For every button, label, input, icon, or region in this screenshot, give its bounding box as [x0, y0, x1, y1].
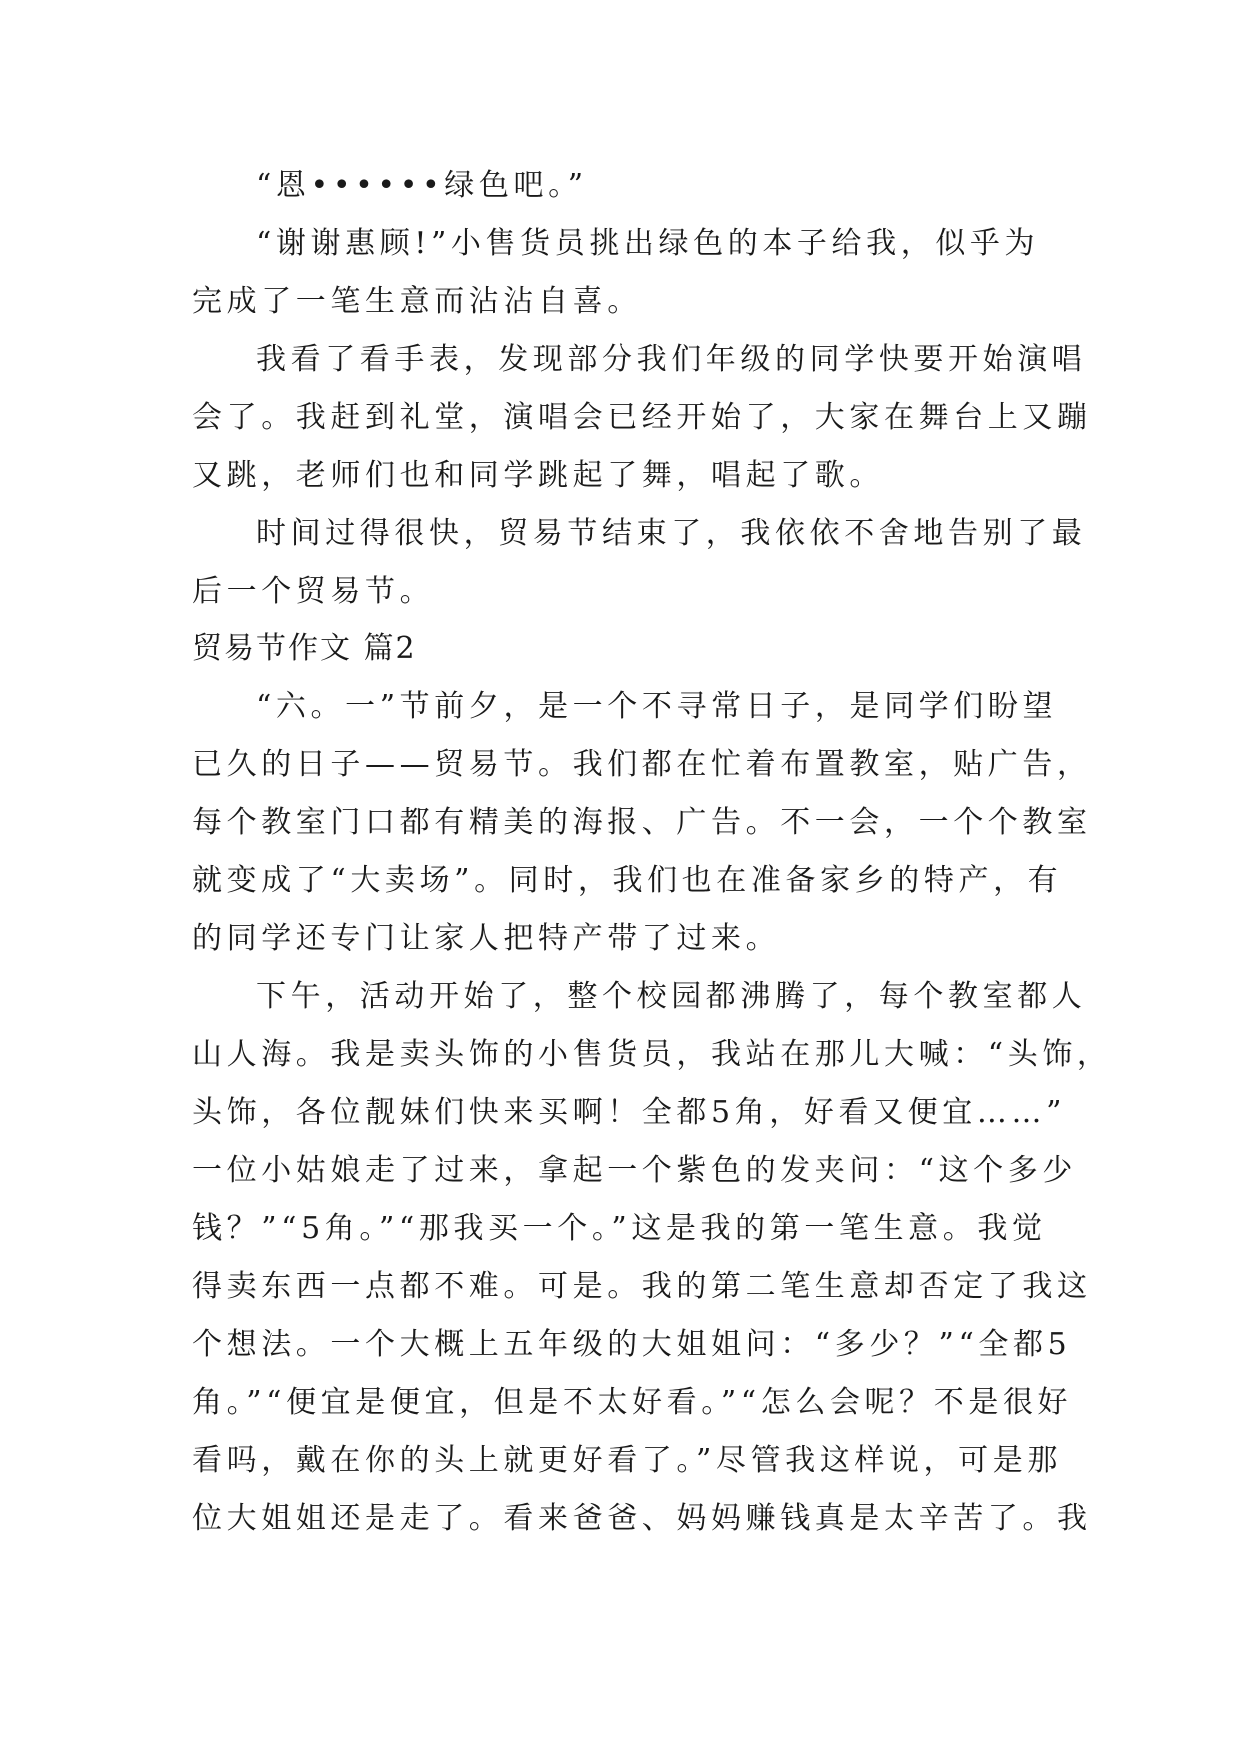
text-line-22: 角。”“便宜是便宜，但是不太好看。”“怎么会呢？不是很好	[192, 1385, 1073, 1420]
text-line-16: 山人海。我是卖头饰的小售货员，我站在那儿大喊：“头饰，	[192, 1037, 1112, 1072]
text-line-18: 一位小姑娘走了过来，拿起一个紫色的发夹问：“这个多少	[192, 1153, 1077, 1188]
text-line-23: 看吗，戴在你的头上就更好看了。”尽管我这样说，可是那	[192, 1443, 1062, 1478]
text-line-4: 我看了看手表，发现部分我们年级的同学快要开始演唱	[256, 342, 1087, 377]
text-line-12: 每个教室门口都有精美的海报、广告。不一会，一个个教室	[192, 805, 1092, 840]
text-line-15: 下午，活动开始了，整个校园都沸腾了，每个教室都人	[256, 979, 1087, 1014]
text-line-2: “谢谢惠顾!”小售货员挑出绿色的本子给我，似乎为	[256, 226, 1040, 261]
text-line-17: 头饰，各位靓妹们快来买啊！全都5角，好看又便宜……”	[192, 1095, 1067, 1130]
text-line-21: 个想法。一个大概上五年级的大姐姐问：“多少？”“全都5	[192, 1327, 1072, 1362]
section-heading: 贸易节作文 篇2	[192, 631, 417, 666]
text-line-14: 的同学还专门让家人把特产带了过来。	[192, 921, 781, 956]
text-line-7: 时间过得很快，贸易节结束了，我依依不舍地告别了最	[256, 516, 1087, 551]
text-line-1: “恩••••••绿色吧。”	[256, 168, 588, 203]
text-line-19: 钱？”“5角。”“那我买一个。”这是我的第一笔生意。我觉	[192, 1211, 1047, 1246]
text-line-11: 已久的日子——贸易节。我们都在忙着布置教室，贴广告，	[192, 747, 1092, 782]
text-line-24: 位大姐姐还是走了。看来爸爸、妈妈赚钱真是太辛苦了。我	[192, 1501, 1092, 1536]
text-line-13: 就变成了“大卖场”。同时，我们也在准备家乡的特产，有	[192, 863, 1063, 898]
text-line-3: 完成了一笔生意而沾沾自喜。	[192, 284, 642, 319]
text-line-5: 会了。我赶到礼堂，演唱会已经开始了，大家在舞台上又蹦	[192, 400, 1092, 435]
text-line-6: 又跳，老师们也和同学跳起了舞，唱起了歌。	[192, 458, 884, 493]
text-line-10: “六。一”节前夕，是一个不寻常日子，是同学们盼望	[256, 689, 1058, 724]
text-line-8: 后一个贸易节。	[192, 574, 435, 609]
text-line-20: 得卖东西一点都不难。可是。我的第二笔生意却否定了我这	[192, 1269, 1092, 1304]
